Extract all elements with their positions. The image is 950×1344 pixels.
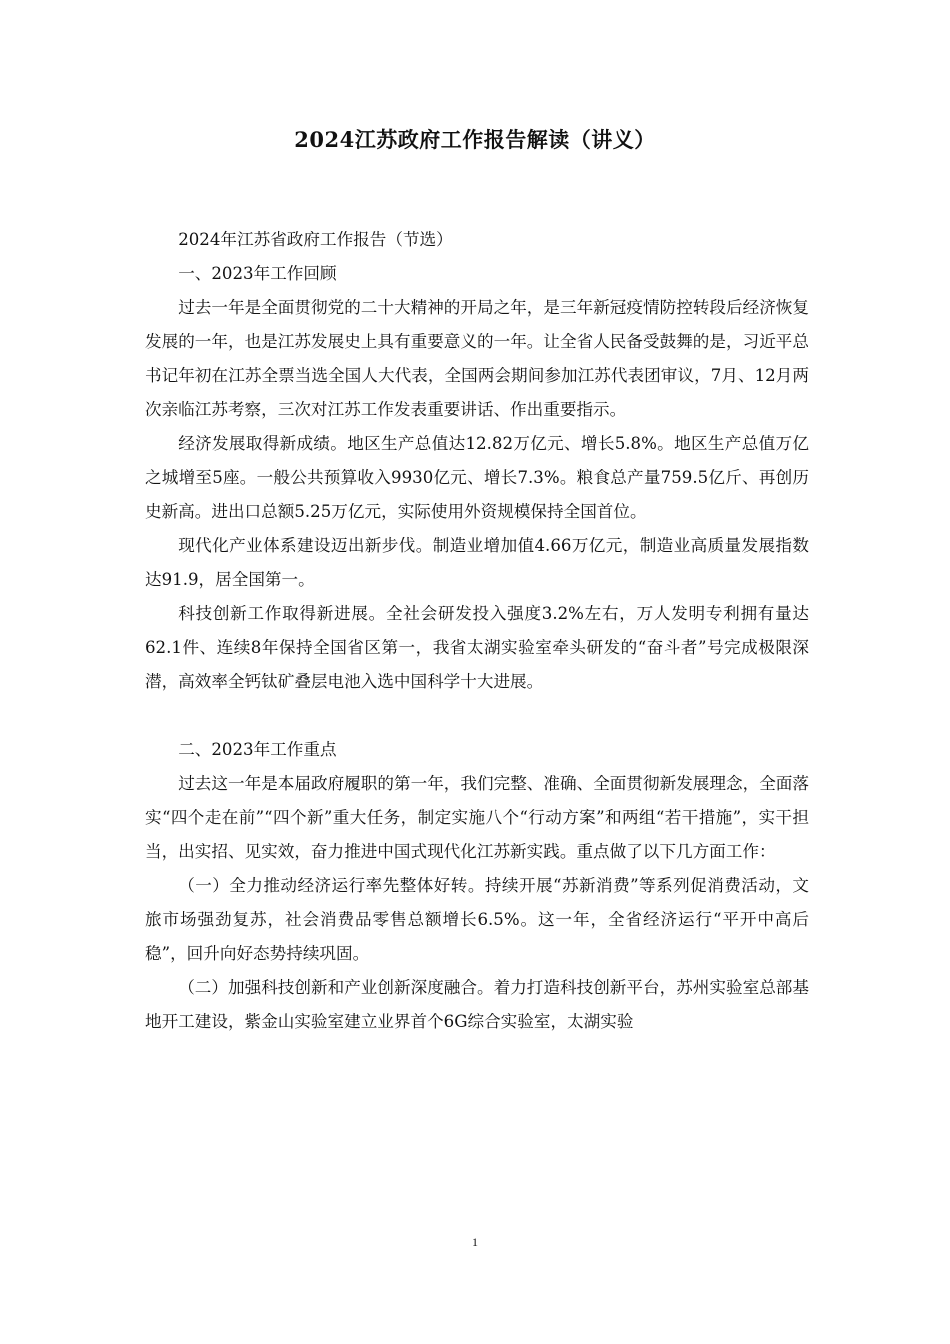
- document-title: 2024江苏政府工作报告解读（讲义）: [294, 127, 656, 152]
- page-number: 1: [472, 1235, 478, 1249]
- paragraph-section-heading: 2024年江苏省政府工作报告（节选）: [178, 230, 453, 249]
- paragraph-economy: 经济发展取得新成绩。地区生产总值达12.82万亿元、增长5.8%。地区生产总值万亿之城增至5座。一般公共预算收入9930亿元、增长7.3%。粮食总产量759.5亿斤、再创历史新高。进出口总额5.25万亿元，实际使用外资规模保持全国首位。: [145, 434, 809, 521]
- document-body: [145, 223, 809, 1039]
- paragraph-heading-review: 一、2023年工作回顾: [178, 264, 337, 283]
- paragraph-item-two: （二）加强科技创新和产业创新深度融合。着力打造科技创新平台，苏州实验室总部基地开工建设，紫金山实验室建立业界首个6G综合实验室，太湖实验: [145, 978, 809, 1031]
- paragraph-heading-priorities: 二、2023年工作重点: [178, 740, 337, 759]
- paragraph-item-one: （一）全力推动经济运行率先整体好转。持续开展“苏新消费”等系列促消费活动，文旅市场强劲复苏，社会消费品零售总额增长6.5%。这一年，全省经济运行“平开中高后稳”，回升向好态势持续巩固。: [145, 876, 809, 963]
- paragraph-priorities-intro: 过去这一年是本届政府履职的第一年，我们完整、准确、全面贯彻新发展理念，全面落实“四个走在前”“四个新”重大任务，制定实施八个“行动方案”和两组“若干措施”，实干担当，出实招、见实效，奋力推进中国式现代化江苏新实践。重点做了以下几方面工作：: [145, 774, 809, 861]
- paragraph-industry: 现代化产业体系建设迈出新步伐。制造业增加值4.66万亿元，制造业高质量发展指数达91.9，居全国第一。: [145, 536, 809, 589]
- paragraph-review-intro: 过去一年是全面贯彻党的二十大精神的开局之年，是三年新冠疫情防控转段后经济恢复发展的一年，也是江苏发展史上具有重要意义的一年。让全省人民备受鼓舞的是，习近平总书记年初在江苏全票当选全国人大代表，全国两会期间参加江苏代表团审议，7月、12月两次亲临江苏考察，三次对江苏工作发表重要讲话、作出重要指示。: [145, 298, 809, 419]
- paragraph-technology: 科技创新工作取得新进展。全社会研发投入强度3.2%左右，万人发明专利拥有量达62.1件、连续8年保持全国省区第一，我省太湖实验室牵头研发的“奋斗者”号完成极限深潜，高效率全钙钛矿叠层电池入选中国科学十大进展。: [145, 604, 809, 691]
